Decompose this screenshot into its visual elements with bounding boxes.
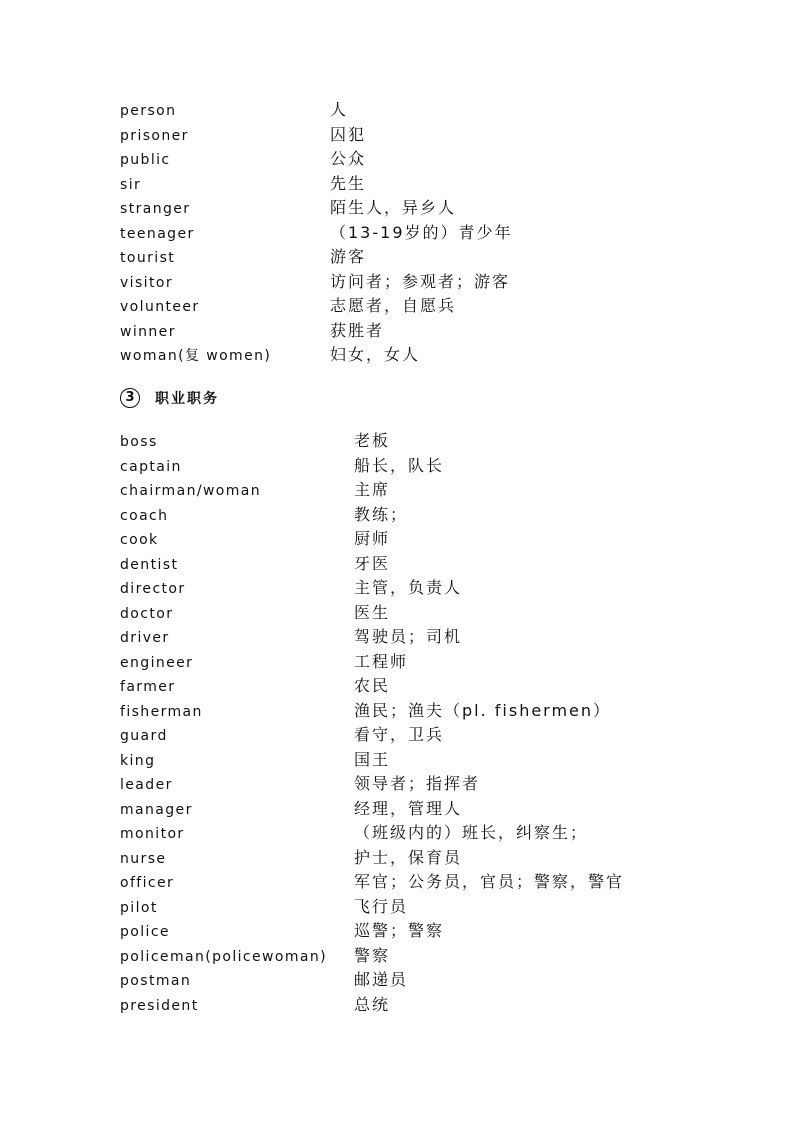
vocab-definition: 国王 (354, 749, 391, 769)
vocab-definition: 经理，管理人 (354, 798, 463, 818)
vocab-definition: 农民 (354, 676, 391, 695)
vocab-term: public (120, 152, 171, 168)
vocab-term: teenager (120, 225, 195, 242)
vocab-definition: 游客 (330, 247, 367, 266)
vocab-term: leader (120, 777, 173, 793)
vocab-term: guard (120, 728, 168, 744)
vocab-definition: 总统 (354, 994, 391, 1014)
vocab-definition: 军官；公务员，官员；警察，警官 (354, 872, 625, 891)
vocab-term: visitor (120, 274, 173, 291)
vocab-term: director (120, 581, 186, 597)
vocab-term: engineer (120, 654, 194, 671)
vocab-term: sir (120, 176, 142, 193)
vocab-term: cook (120, 532, 159, 548)
vocab-term: president (120, 997, 199, 1014)
vocab-definition: 工程师 (354, 651, 409, 671)
vocab-term: dentist (120, 556, 179, 573)
vocab-definition: 先生 (330, 173, 367, 193)
vocab-definition: 渔民；渔夫（pl. fishermen） (354, 700, 612, 720)
vocab-definition: 医生 (354, 602, 391, 622)
vocab-term: boss (120, 434, 158, 450)
vocab-term: stranger (120, 201, 191, 217)
vocab-definition: 驾驶员；司机 (354, 627, 463, 646)
vocab-term: winner (120, 323, 176, 340)
vocab-definition: 囚犯 (330, 124, 367, 144)
vocab-definition: 飞行员 (354, 896, 409, 916)
vocab-definition: 巡警；警察 (354, 921, 445, 940)
vocab-definition: 主管，负责人 (354, 578, 463, 597)
vocab-term: chairman/woman (120, 483, 262, 499)
vocab-term: doctor (120, 605, 174, 622)
vocab-term: driver (120, 630, 170, 646)
vocab-definition: 邮递员 (354, 970, 409, 989)
vocab-term: person (120, 103, 177, 119)
vocab-term: prisoner (120, 127, 189, 144)
vocab-definition: （班级内的）班长，纠察生； (354, 823, 589, 842)
vocab-definition: 志愿者，自愿兵 (330, 296, 457, 315)
vocab-term: farmer (120, 679, 176, 695)
vocab-definition: 领导者；指挥者 (354, 774, 481, 793)
vocab-definition: 人 (330, 100, 349, 119)
vocab-term: captain (120, 458, 182, 475)
vocab-definition: 护士，保育员 (354, 847, 463, 867)
vocab-definition: 主席 (354, 480, 391, 499)
vocab-definition: 老板 (354, 431, 391, 450)
vocab-term: postman (120, 973, 192, 989)
vocab-definition: 船长，队长 (354, 455, 445, 475)
vocab-definition: 妇女，女人 (330, 345, 421, 364)
vocab-definition: 公众 (330, 149, 367, 168)
vocab-definition: 访问者；参观者；游客 (330, 271, 511, 291)
vocab-definition: （13-19岁的）青少年 (330, 222, 513, 242)
vocab-definition: 陌生人，异乡人 (330, 198, 457, 217)
circled-number: 3 (120, 388, 140, 408)
vocab-term: woman(复 women) (120, 348, 272, 364)
section-title: 职业职务 (155, 391, 219, 407)
vocab-definition: 教练； (354, 504, 409, 524)
vocab-definition: 获胜者 (330, 320, 385, 340)
vocab-term: volunteer (120, 299, 200, 315)
vocab-term: king (120, 752, 156, 769)
vocab-term: nurse (120, 850, 167, 867)
vocab-term: fisherman (120, 703, 203, 720)
vocab-definition: 厨师 (354, 529, 391, 548)
vocab-definition: 牙医 (354, 553, 391, 573)
vocab-term: officer (120, 875, 175, 891)
vocab-term: coach (120, 507, 169, 524)
vocab-definition: 警察 (354, 945, 391, 965)
vocab-term: manager (120, 801, 193, 818)
vocab-term: tourist (120, 250, 176, 266)
vocab-term: pilot (120, 899, 158, 916)
vocab-term: policeman(policewoman) (120, 948, 328, 965)
vocab-term: police (120, 924, 170, 940)
vocab-definition: 看守，卫兵 (354, 725, 445, 744)
vocab-term: monitor (120, 826, 185, 842)
